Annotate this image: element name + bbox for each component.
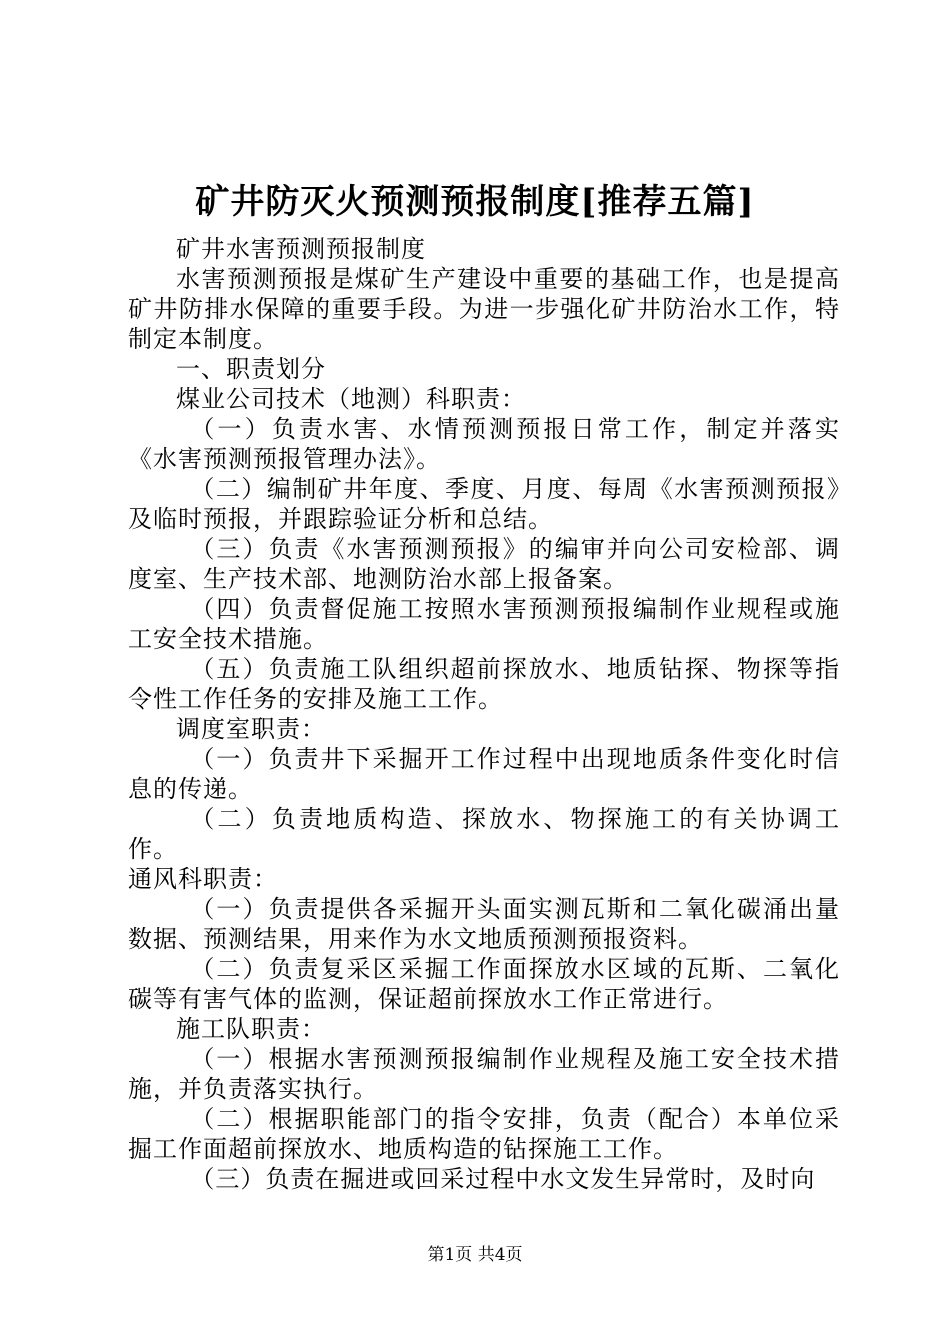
list-item: （一）负责提供各采掘开头面实测瓦斯和二氧化碳涌出量数据、预测结果，用来作为水文地质预测预报资料。 xyxy=(128,895,840,953)
list-item: （二）负责地质构造、探放水、物探施工的有关协调工作。 xyxy=(128,805,840,863)
list-item: （五）负责施工队组织超前探放水、地质钻探、物探等指令性工作任务的安排及施工工作。 xyxy=(128,655,840,713)
subsection-heading: 调度室职责： xyxy=(176,715,326,743)
body-paragraph: 水害预测预报是煤矿生产建设中重要的基础工作，也是提高矿井防排水保障的重要手段。为进一步强化矿井防治水工作，特制定本制度。 xyxy=(128,265,840,353)
subsection-heading: 煤业公司技术（地测）科职责： xyxy=(176,385,526,413)
page-footer: 第1页 共4页 xyxy=(427,1245,523,1265)
list-item: （二）负责复采区采掘工作面探放水区域的瓦斯、二氧化碳等有害气体的监测，保证超前探放水工作正常进行。 xyxy=(128,955,840,1013)
list-item: （一）根据水害预测预报编制作业规程及施工安全技术措施，并负责落实执行。 xyxy=(128,1045,840,1103)
list-item: （一）负责水害、水情预测预报日常工作，制定并落实《水害预测预报管理办法》。 xyxy=(128,415,840,473)
section-heading: 矿井水害预测预报制度 xyxy=(176,235,426,263)
list-item: （三）负责《水害预测预报》的编审并向公司安检部、调度室、生产技术部、地测防治水部上报备案。 xyxy=(128,535,840,593)
subsection-heading: 通风科职责： xyxy=(128,865,278,893)
section-heading: 一、职责划分 xyxy=(176,355,326,383)
list-item: （二）根据职能部门的指令安排，负责（配合）本单位采掘工作面超前探放水、地质构造的钻探施工工作。 xyxy=(128,1105,840,1163)
list-item: （四）负责督促施工按照水害预测预报编制作业规程或施工安全技术措施。 xyxy=(128,595,840,653)
list-item: （三）负责在掘进或回采过程中水文发生异常时，及时向 xyxy=(190,1165,816,1193)
document-body xyxy=(128,234,840,1194)
list-item: （一）负责井下采掘开工作过程中出现地质条件变化时信息的传递。 xyxy=(128,745,840,803)
document-title: 矿井防灭火预测预报制度[推荐五篇] xyxy=(195,182,755,222)
list-item: （二）编制矿井年度、季度、月度、每周《水害预测预报》及临时预报，并跟踪验证分析和总结。 xyxy=(128,475,840,533)
subsection-heading: 施工队职责： xyxy=(176,1015,326,1043)
